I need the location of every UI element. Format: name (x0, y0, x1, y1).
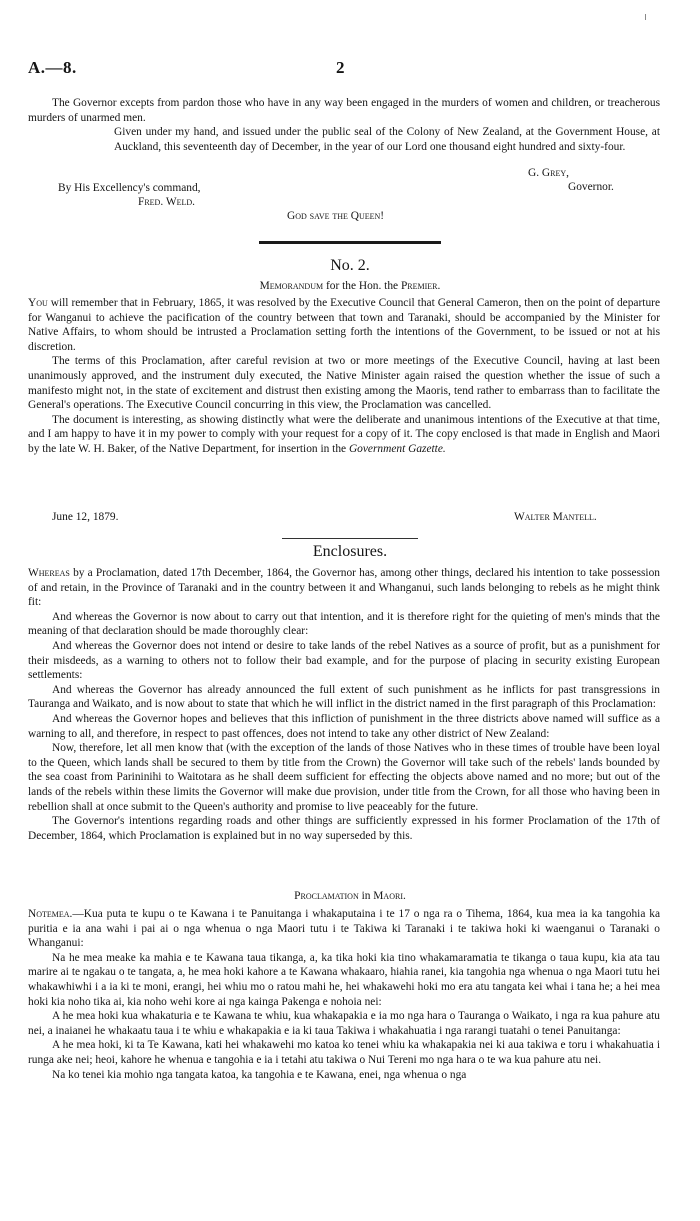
enclosures-heading: Enclosures. (312, 543, 388, 560)
maori-paragraph-4: A he mea hoki, ki ta Te Kawana, kati hei whakawehi mo katoa ko tenei whiu ka whakapakia nei ki aua takiwa e toru i whakahuatia i runga ake nei; heoi, kahore he whenua e tangohia e ia i tetahi atu takiwa o Nui Tereni mo nga hara o te wa kua pahure atu nei. (28, 1039, 660, 1066)
maori-paragraph-3: A he mea hoki kua whakaturia e te Kawana te whiu, kua whakapakia e ia mo nga hara o Tauranga o Waikato, i nga ra kua pahure atu nei, a inaianei he whakaatu taua i te whiu e whakapakia e ia ki taua Takiwa i whakahuatia i nga rarangi tuatahi o tenei Panuitanga: (28, 1010, 660, 1037)
memo-paragraph-3-text: The document is interesting, as showing distinctly what were the deliberate and unanimous intentions of the Executive at that time, and I am happy to have it in my power to comply with your request for a copy of it. The copy enclosed is that made in English and Maori by the late W. H. Baker, of the Native Department, for insertion in the (28, 413, 660, 455)
section-divider-thick (259, 241, 441, 244)
god-save-the-queen: God save the Queen! (287, 210, 385, 222)
maori-heading-in: in (358, 890, 374, 902)
page-number: 2 (336, 58, 345, 77)
memo-heading-label: Memorandum (259, 280, 324, 292)
maori-heading-word: Proclamation (294, 890, 359, 902)
notemea-lead-word: Notemea. (28, 908, 73, 920)
memo-body (28, 296, 660, 457)
gazette-title: Government Gazette. (348, 442, 446, 455)
enclosures-body (28, 566, 660, 843)
countersignature-weld: Fred. Weld. (138, 196, 195, 208)
maori-paragraph-1-text: —Kua puta te kupu o te Kawana i te Panuitanga i whakaputaina i te 17 o nga ra o Tihema, 1864, kua mea ia ka tangohia ka puritia e ia ana wahi i pai ai o nga whenua o nga Maori tutu i te Takiwa ki Taranaki i te takiwa hoki ki waenganui o Taranaki o Whanganui: (28, 908, 660, 950)
by-command-line: By His Excellency's command, (58, 182, 201, 194)
given-under-hand-block (114, 125, 660, 154)
memo-heading-for: for the Hon. the (323, 280, 401, 292)
enclosure-paragraph-7: The Governor's intentions regarding roads and other things are sufficiently expressed in his former Proclamation of the 17th of December, 1864, which Proclamation is explained but in no way superseded by this. (28, 815, 660, 842)
maori-body (28, 907, 660, 1082)
maori-paragraph-1 (28, 907, 660, 951)
memo-date: June 12, 1879. (52, 511, 119, 523)
enclosure-paragraph-3: And whereas the Governor does not intend or desire to take lands of the rebel Natives as a source of profit, but as a punishment for their misdeeds, as a warning to others not to follow their bad example, and for the purpose of placing in security existing European settlements: (28, 639, 660, 682)
memo-signer: Walter Mantell. (514, 511, 597, 523)
maori-paragraph-2: Na he mea meake ka mahia e te Kawana taua tikanga, a, ka tika hoki kia tino whakamaramatia te tikanga o taua kupu, kia ata tau marire ai te ngakau o te tangata, a, he mea hoki kahore a te Kawana whakaaro, hiahia ranei, kia tangohia nga whenua o nga Maori tutu hei whakawhiwhi i a ia ki te moni, erangi, hei whiu mo o ratou mahi he, hei whakawehi hoki mo era atu tangata kei whai i tana he; a hei mea hoki kia noho tika ai, kia noho wehi kore ai nga kainga Pakenga e nohoia nei: (28, 951, 660, 1008)
enclosure-paragraph-1 (28, 566, 660, 610)
memo-paragraph-3 (28, 413, 660, 457)
enclosure-paragraph-1-text: by a Proclamation, dated 17th December, 1864, the Governor has, among other things, declared his intention to take possession of and retain, in the Province of Taranaki and in the country between it and Whanganui, such lands belonging to rebels as he might think fit: (28, 567, 660, 609)
section-divider-thin (282, 538, 418, 539)
page-mark (645, 14, 646, 20)
enclosure-paragraph-5: And whereas the Governor hopes and believes that this infliction of punishment in the three districts above named will suffice as a warning to all, and therefore, in respect to past offences, does not intend to take any other district of New Zealand: (28, 712, 660, 740)
proclamation-exception-block (28, 96, 660, 125)
memo-heading-premier: Premier. (400, 280, 441, 292)
memo-number: No. 2. (330, 257, 370, 274)
enclosure-paragraph-6: Now, therefore, let all men know that (with the exception of the lands of those Natives who in these times of trouble have been loyal to the Queen, which lands shall be secured to them by title from the Crown) the Governor will take such of the rebels' lands bounded by the sea coast from Parininihi to Waitotara as he shall deem sufficient for effecting the objects above named and no more; but out of the lands of the rebels within these limits the Governor will make due provision, under title from the Crown, for all those who having been in rebellion shall at once submit to the Queen's authority and promise to live peaceably for the future. (28, 742, 660, 813)
memo-paragraph-2: The terms of this Proclamation, after careful revision at two or more meetings of the Executive Council, having at last been unanimously approved, and the instrument duly executed, the Native Minister again raised the question whether the issue of such a manifesto might not, in the state of excitement and distrust then existing among the Maoris, tend rather to embarrass than to facilitate the General's operations. The Executive Council concurring in this view, the Proclamation was cancelled. (28, 355, 660, 412)
document-code: A.—8. (28, 58, 77, 77)
given-under-hand-paragraph: Given under my hand, and issued under the public seal of the Colony of New Zealand, at the Government House, at Auckland, this seventeenth day of December, in the year of our Lord one thousand eight hundred and sixty-four. (114, 126, 660, 153)
signature-grey: G. Grey, (528, 167, 569, 179)
enclosure-paragraph-4: And whereas the Governor has already announced the full extent of such punishment as he inflicts for past transgressions in Tauranga and Waikato, and is now about to state that which he will inflict in the district named in the first paragraph of this Proclamation: (28, 683, 660, 711)
exception-paragraph: The Governor excepts from pardon those who have in any way been engaged in the murders of women and children, or treacherous murders of unarmed men. (28, 97, 660, 124)
whereas-lead-word: Whereas (28, 567, 70, 579)
memo-heading (0, 279, 700, 293)
enclosure-paragraph-2: And whereas the Governor is now about to carry out that intention, and it is therefore right for the quieting of men's minds that the meaning of that declaration should be made thoroughly clear: (28, 610, 660, 638)
signature-title: Governor. (568, 181, 614, 193)
maori-heading (0, 889, 700, 903)
memo-paragraph-1-text: will remember that in February, 1865, it was resolved by the Executive Council that General Cameron, then on the point of departure for Wanganui to achieve the pacification of the country between that town and Taranaki, should be accompanied by the Minister for Native Affairs, to whom should be intrusted a Proclamation setting forth the intentions of the Government, to be issued or not at his discretion. (28, 297, 660, 353)
maori-paragraph-5: Na ko tenei kia mohio nga tangata katoa, ka tangohia e te Kawana, enei, nga whenua o nga (52, 1068, 467, 1081)
memo-paragraph-1 (28, 296, 660, 354)
memo-lead-word: You (28, 297, 48, 309)
maori-heading-lang: Maori. (373, 890, 406, 902)
